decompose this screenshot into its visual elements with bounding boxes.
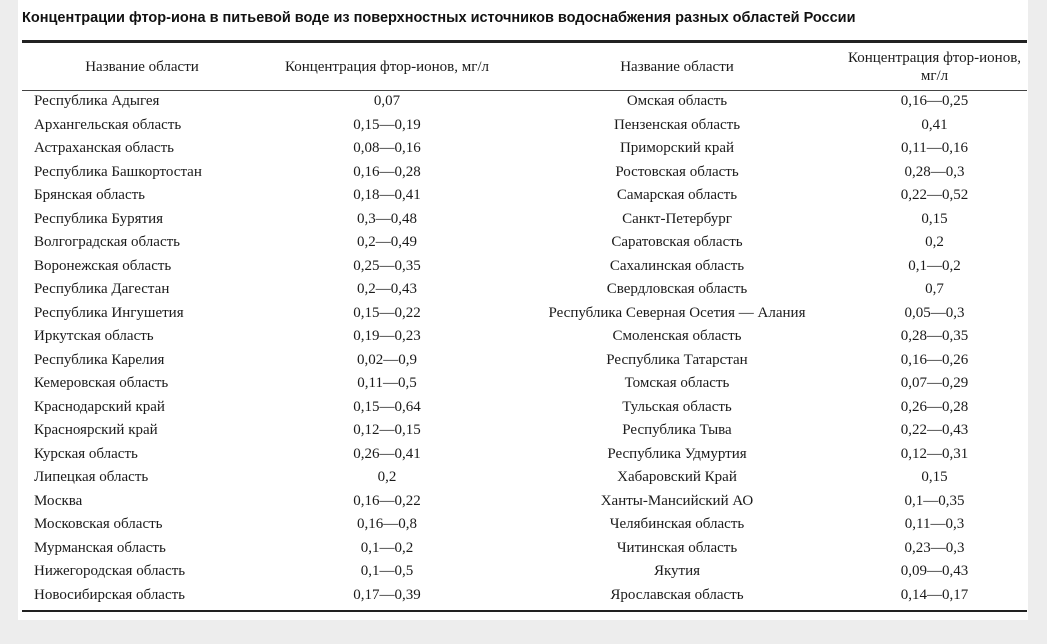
fluoride-table <box>22 43 1027 607</box>
concentration-right: 0,7 <box>925 281 944 297</box>
region-name-right: Самарская область <box>616 187 738 203</box>
concentration-left: 0,15—0,64 <box>353 398 421 415</box>
concentration-left: 0,08—0,16 <box>353 140 421 156</box>
table-row <box>22 302 1027 326</box>
concentration-right: 0,07—0,29 <box>900 375 969 391</box>
concentration-right: 0,15 <box>921 210 948 227</box>
table-row <box>22 325 1027 349</box>
region-name-right: Ханты-Мансийский АО <box>600 492 754 509</box>
region-name-right: Приморский край <box>619 140 735 156</box>
concentration-right: 0,1—0,35 <box>904 492 965 509</box>
table-row <box>22 184 1027 208</box>
concentration-right: 0,23—0,3 <box>904 539 965 556</box>
table-row <box>22 372 1027 396</box>
concentration-left: 0,2 <box>377 469 397 485</box>
table-row <box>22 537 1027 561</box>
concentration-left: 0,2—0,43 <box>357 281 417 297</box>
region-name-right: Ярославская область <box>610 586 744 603</box>
region-name-left: Нижегородская область <box>34 563 186 579</box>
region-name-left: Мурманская область <box>34 539 166 556</box>
concentration-left: 0,07 <box>373 93 401 109</box>
region-name-left: Воронежская область <box>34 257 172 274</box>
header-region-right: Название области <box>620 58 734 75</box>
concentration-right: 0,1—0,2 <box>908 257 961 274</box>
region-name-left: Липецкая область <box>34 469 149 485</box>
concentration-left: 0,17—0,39 <box>353 586 421 603</box>
header-concentration-left: Концентрация фтор-ионов, мг/л <box>284 58 490 75</box>
table-row <box>22 90 1027 114</box>
concentration-right: 0,41 <box>921 116 948 133</box>
region-name-right: Сахалинская область <box>609 257 745 274</box>
table-row <box>22 584 1027 608</box>
concentration-right: 0,14—0,17 <box>900 586 969 603</box>
table-row <box>22 231 1027 255</box>
concentration-left: 0,1—0,2 <box>360 539 414 556</box>
region-name-right: Смоленская область <box>612 328 742 344</box>
table-row <box>22 208 1027 232</box>
concentration-right: 0,16—0,26 <box>900 351 969 368</box>
concentration-right: 0,28—0,3 <box>904 163 965 180</box>
header-concentration-right: Концентрация фтор-ионов, мг/л <box>847 49 1022 84</box>
region-name-right: Томская область <box>624 375 730 391</box>
concentration-right: 0,28—0,35 <box>900 328 969 344</box>
concentration-right: 0,12—0,31 <box>900 445 969 462</box>
region-name-right: Хабаровский Край <box>617 469 737 485</box>
concentration-right: 0,09—0,43 <box>900 563 969 579</box>
concentration-right: 0,05—0,3 <box>904 304 965 321</box>
table-body <box>22 90 1027 607</box>
table-row <box>22 255 1027 279</box>
table-row <box>22 466 1027 490</box>
region-name-right: Республика Северная Осетия — Алания <box>548 304 806 321</box>
header-row <box>22 43 1027 90</box>
region-name-right: Якутия <box>653 563 701 579</box>
region-name-left: Новосибирская область <box>34 586 186 603</box>
region-name-right: Республика Татарстан <box>606 351 748 368</box>
region-name-left: Краснодарский край <box>34 398 165 415</box>
region-name-left: Республика Адыгея <box>34 93 160 109</box>
region-name-right: Республика Тыва <box>622 422 732 438</box>
concentration-right: 0,11—0,3 <box>904 516 965 532</box>
region-name-right: Читинская область <box>616 539 738 556</box>
concentration-right: 0,16—0,25 <box>900 93 969 109</box>
region-name-right: Свердловская область <box>606 281 748 297</box>
concentration-left: 0,25—0,35 <box>353 257 421 274</box>
concentration-left: 0,15—0,22 <box>353 304 421 321</box>
region-name-left: Волгоградская область <box>34 234 180 250</box>
concentration-left: 0,1—0,5 <box>360 563 414 579</box>
table-row <box>22 349 1027 373</box>
concentration-left: 0,15—0,19 <box>353 116 421 133</box>
region-name-left: Московская область <box>34 516 163 532</box>
document-page <box>18 0 1028 620</box>
concentration-left: 0,11—0,5 <box>357 375 417 391</box>
region-name-left: Астраханская область <box>34 140 174 156</box>
concentration-left: 0,02—0,9 <box>357 351 417 368</box>
table-row <box>22 278 1027 302</box>
table-row <box>22 490 1027 514</box>
table-header <box>22 43 1027 90</box>
region-name-left: Иркутская область <box>34 328 154 344</box>
region-name-right: Челябинская область <box>609 516 745 532</box>
table-title: Концентрации фтор-иона в питьевой воде из поверхностных источников водоснабжения разных областей России <box>22 10 856 26</box>
concentration-right: 0,2 <box>925 234 944 250</box>
concentration-left: 0,19—0,23 <box>353 328 421 344</box>
region-name-right: Пензенская область <box>613 116 741 133</box>
table-row <box>22 419 1027 443</box>
region-name-left: Республика Бурятия <box>34 210 164 227</box>
region-name-right: Омская область <box>626 93 728 109</box>
region-name-left: Республика Дагестан <box>34 281 170 297</box>
table-row <box>22 161 1027 185</box>
concentration-right: 0,26—0,28 <box>900 398 969 415</box>
region-name-left: Красноярский край <box>34 422 158 438</box>
concentration-left: 0,18—0,41 <box>353 187 421 203</box>
table-row <box>22 137 1027 161</box>
region-name-right: Республика Удмуртия <box>607 445 747 462</box>
region-name-left: Москва <box>34 492 83 509</box>
concentration-right: 0,11—0,16 <box>901 140 968 156</box>
region-name-left: Брянская область <box>34 187 146 203</box>
region-name-left: Архангельская область <box>34 116 182 133</box>
region-name-left: Республика Ингушетия <box>34 304 184 321</box>
concentration-left: 0,2—0,49 <box>357 234 417 250</box>
table-row <box>22 114 1027 138</box>
table-row <box>22 396 1027 420</box>
concentration-left: 0,16—0,28 <box>353 163 421 180</box>
bottom-rule <box>22 610 1027 612</box>
table-row <box>22 560 1027 584</box>
header-region-left: Название области <box>85 58 199 75</box>
table-row <box>22 513 1027 537</box>
region-name-right: Саратовская область <box>611 234 743 250</box>
region-name-right: Ростовская область <box>615 163 739 180</box>
concentration-right: 0,15 <box>921 469 948 485</box>
concentration-right: 0,22—0,52 <box>900 187 969 203</box>
concentration-left: 0,26—0,41 <box>353 445 421 462</box>
region-name-right: Санкт-Петербург <box>622 210 732 227</box>
concentration-left: 0,12—0,15 <box>353 422 421 438</box>
region-name-right: Тульская область <box>622 398 732 415</box>
table-row <box>22 443 1027 467</box>
concentration-left: 0,3—0,48 <box>357 210 417 227</box>
region-name-left: Республика Карелия <box>34 351 165 368</box>
region-name-left: Кемеровская область <box>34 375 169 391</box>
region-name-left: Курская область <box>34 445 138 462</box>
concentration-left: 0,16—0,8 <box>357 516 417 532</box>
concentration-left: 0,16—0,22 <box>353 492 421 509</box>
concentration-right: 0,22—0,43 <box>900 422 969 438</box>
region-name-left: Республика Башкортостан <box>34 163 202 180</box>
